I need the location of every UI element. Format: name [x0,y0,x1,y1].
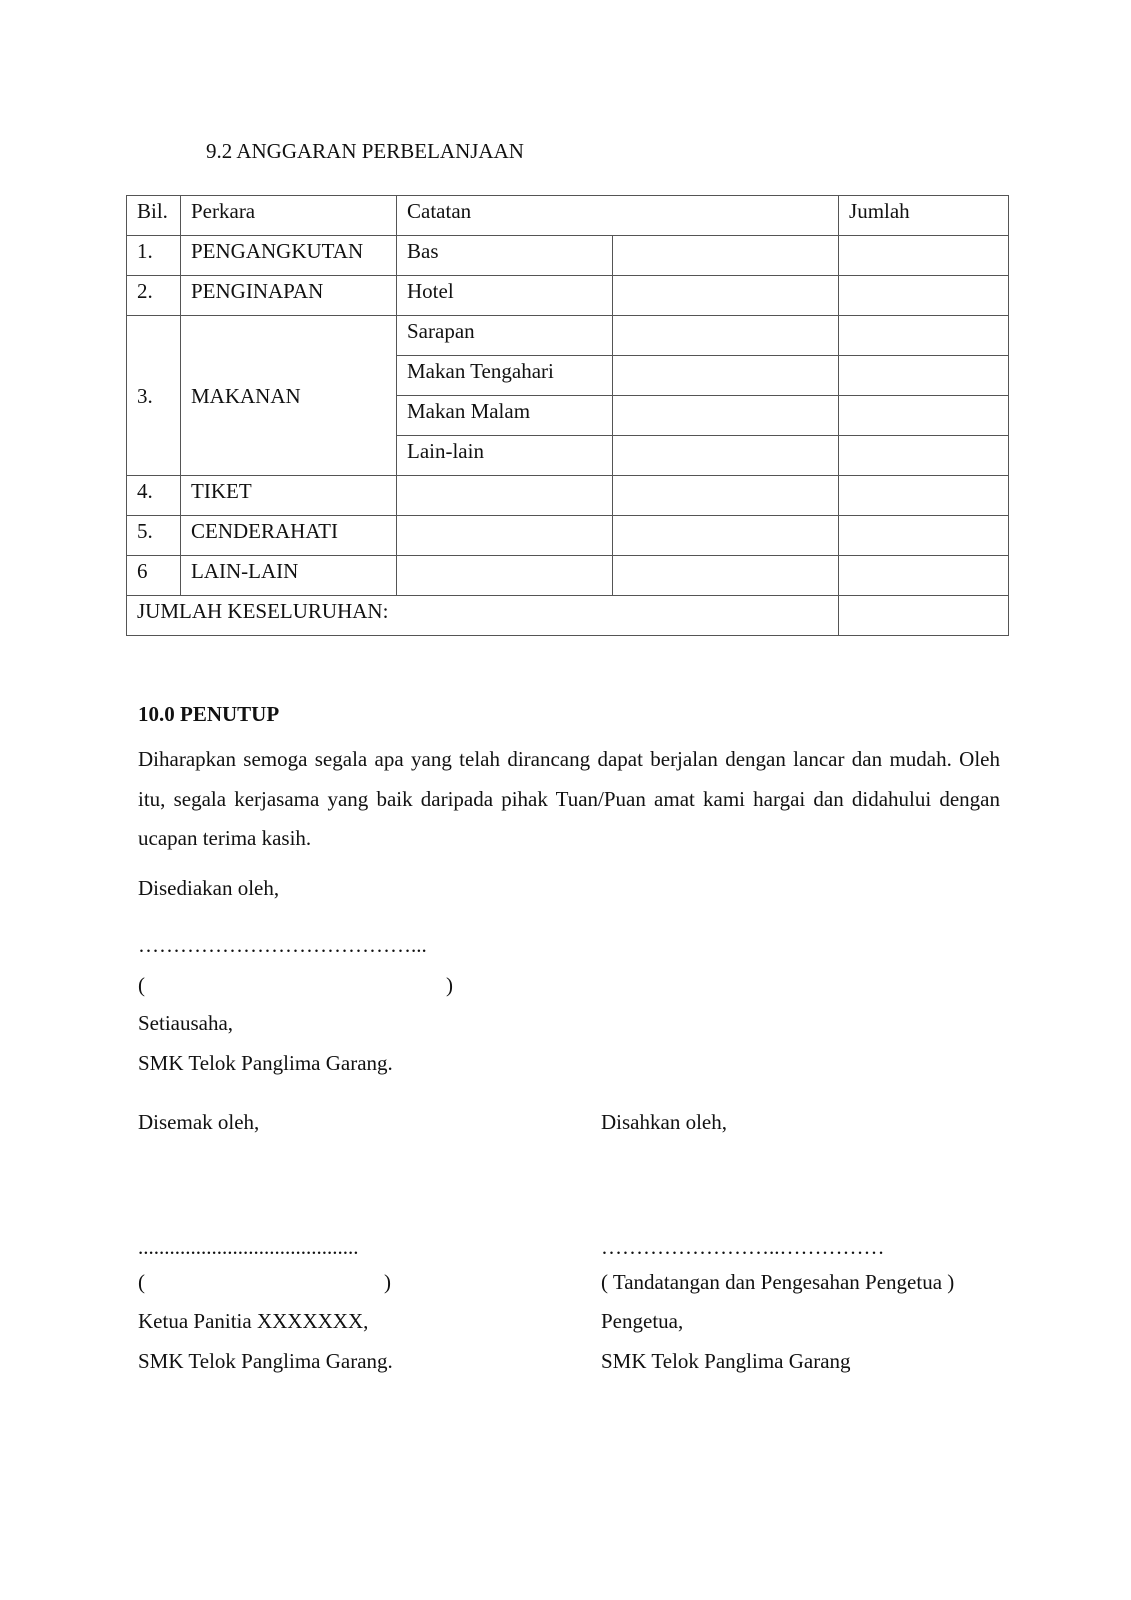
row-amount-cell [613,236,839,276]
prepared-name-paren-open: ( [138,973,145,997]
row-jumlah-cell [839,276,1009,316]
row-amount-cell [613,476,839,516]
row-catatan: Hotel [397,276,613,316]
table-header-row [127,196,1009,236]
row-jumlah-cell [839,476,1009,516]
table-total-row [127,596,1009,636]
approved-signature-line: ……………………..…………… [601,1235,885,1259]
row-catatan [397,556,613,596]
table-row [127,476,1009,516]
row-catatan: Bas [397,236,613,276]
row-perkara: CENDERAHATI [181,516,397,556]
row-bil: 3. [127,316,181,476]
row-jumlah-cell [839,556,1009,596]
budget-table [126,195,1009,636]
row-jumlah-cell [839,236,1009,276]
row-jumlah-cell [839,316,1009,356]
header-perkara: Perkara [181,196,397,236]
checked-signature-line: .......................................... [138,1235,359,1259]
prepared-name-paren-close: ) [446,973,453,997]
row-bil: 6 [127,556,181,596]
header-catatan: Catatan [397,196,839,236]
table-row [127,516,1009,556]
row-perkara: TIKET [181,476,397,516]
row-perkara: MAKANAN [181,316,397,476]
total-label: JUMLAH KESELURUHAN: [127,596,839,636]
table-row [127,316,1009,356]
row-amount-cell [613,356,839,396]
checked-name-paren-open: ( [138,1270,145,1294]
prepared-title: Setiausaha, [138,1011,234,1035]
row-perkara: PENGINAPAN [181,276,397,316]
approved-by-label: Disahkan oleh, [601,1110,727,1134]
row-perkara: LAIN-LAIN [181,556,397,596]
row-amount-cell [613,316,839,356]
table-row [127,236,1009,276]
row-amount-cell [613,276,839,316]
row-jumlah-cell [839,356,1009,396]
checked-title: Ketua Panitia XXXXXXX, [138,1309,369,1333]
row-bil: 1. [127,236,181,276]
checked-name-paren-close: ) [384,1270,391,1294]
approved-sign-note: ( Tandatangan dan Pengesahan Pengetua ) [601,1270,955,1294]
row-catatan: Makan Tengahari [397,356,613,396]
row-perkara: PENGANGKUTAN [181,236,397,276]
prepared-signature-line: …………………………………... [138,933,427,957]
prepared-org: SMK Telok Panglima Garang. [138,1051,393,1075]
section-title: 9.2 ANGGARAN PERBELANJAAN [206,139,524,163]
row-catatan [397,476,613,516]
table-row [127,276,1009,316]
row-catatan: Lain-lain [397,436,613,476]
approved-title: Pengetua, [601,1309,684,1333]
row-jumlah-cell [839,396,1009,436]
header-jumlah: Jumlah [839,196,1009,236]
row-catatan: Makan Malam [397,396,613,436]
row-catatan [397,516,613,556]
closing-heading: 10.0 PENUTUP [138,702,280,726]
row-bil: 2. [127,276,181,316]
checked-by-label: Disemak oleh, [138,1110,260,1134]
checked-org: SMK Telok Panglima Garang. [138,1349,393,1373]
table-row [127,556,1009,596]
row-amount-cell [613,436,839,476]
approved-org: SMK Telok Panglima Garang [601,1349,851,1373]
row-jumlah-cell [839,516,1009,556]
row-jumlah-cell [839,436,1009,476]
row-catatan: Sarapan [397,316,613,356]
row-amount-cell [613,396,839,436]
row-amount-cell [613,556,839,596]
row-bil: 4. [127,476,181,516]
total-jumlah-cell [839,596,1009,636]
row-bil: 5. [127,516,181,556]
row-amount-cell [613,516,839,556]
header-bil: Bil. [127,196,181,236]
closing-paragraph: Diharapkan semoga segala apa yang telah dirancang dapat berjalan dengan lancar dan mudah. Oleh itu, segala kerjasama yang baik daripada pihak Tuan/Puan amat kami hargai dan didahului dengan ucapan terima kasih. [138,747,1000,850]
prepared-by-label: Disediakan oleh, [138,876,280,900]
